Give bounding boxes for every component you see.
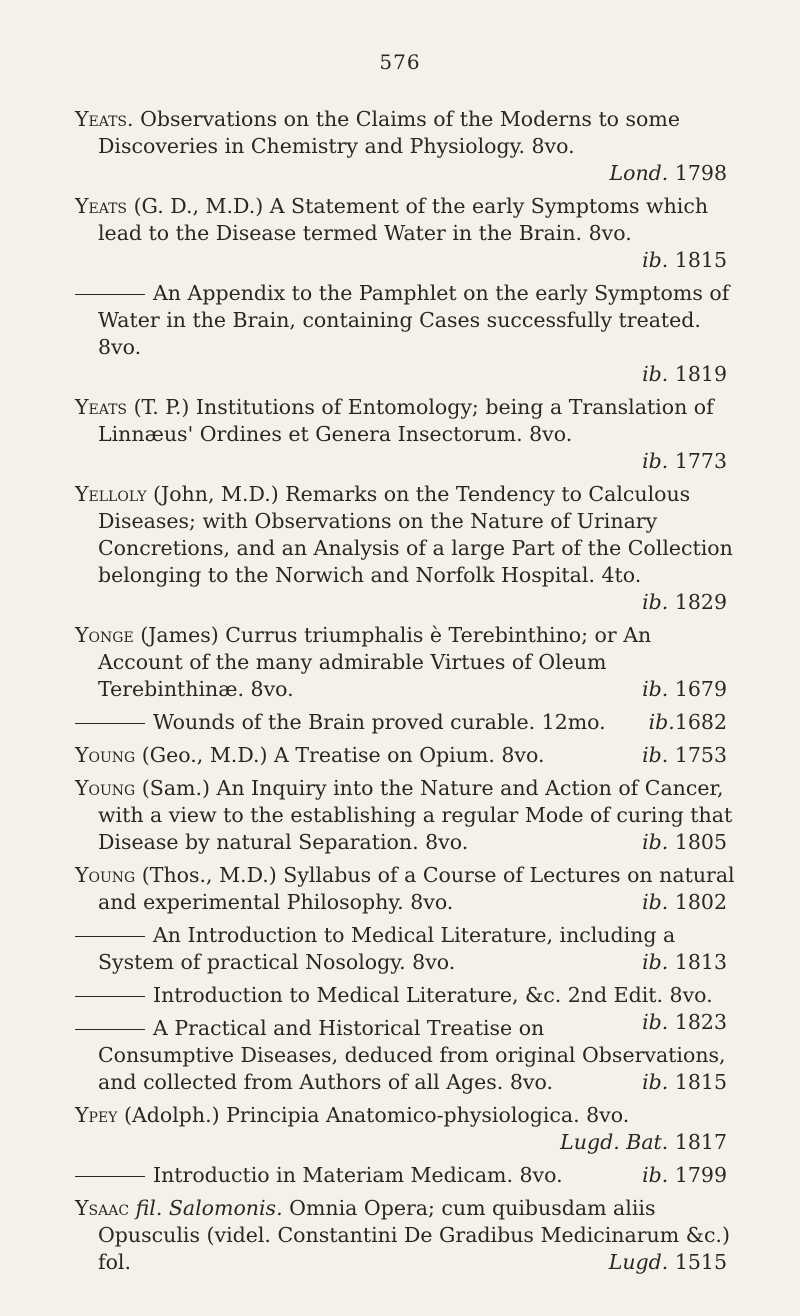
entry-place: ib.: [642, 1070, 669, 1094]
list-item: [75, 775, 735, 856]
entry-text: Omnia Opera; cum quibusdam aliis Opusculis (videl. Constantini De Gradibus Medicinarum &c.) fol.: [98, 1196, 730, 1274]
entry-year: 1802: [674, 890, 727, 914]
entry-place: ib.: [642, 1010, 669, 1034]
entry-place: Lugd. Bat.: [560, 1130, 669, 1154]
list-item: [75, 709, 735, 736]
list-item: [75, 622, 735, 703]
entry-text: (Geo., M.D.) A Treatise on Opium. 8vo.: [141, 743, 545, 767]
entry-imprint: [642, 829, 735, 856]
entry-text: Introductio in Materiam Medicam. 8vo.: [153, 1163, 563, 1187]
list-item: [75, 982, 735, 1034]
entry-imprint: [98, 1129, 735, 1156]
entry-place: ib.: [642, 830, 669, 854]
entry-year: 1813: [674, 950, 727, 974]
entry-text: An Appendix to the Pamphlet on the early Symptoms of Water in the Brain, containing Cases successfully treated. 8vo.: [98, 281, 730, 359]
entry-year: 1817: [674, 1130, 727, 1154]
entry-text: (Thos., M.D.) Syllabus of a Course of Lectures on natural and experimental Philosophy. 8vo.: [98, 863, 735, 914]
entry-author: Yeats: [75, 395, 128, 419]
entry-imprint: [98, 361, 735, 388]
entry-list: [75, 106, 735, 1282]
entry-text: Wounds of the Brain proved curable. 12mo.: [153, 710, 606, 734]
entry-year: 1682: [674, 710, 727, 734]
entry-author: Yeats: [75, 194, 128, 218]
ditto-dash: [75, 996, 145, 997]
list-item: [75, 1162, 735, 1189]
entry-year: 1805: [674, 830, 727, 854]
entry-year: 1799: [674, 1163, 727, 1187]
entry-author: Ysaac: [75, 1196, 130, 1220]
entry-text: (James) Currus triumphalis è Terebinthino; or An Account of the many admirable Virtues of Oleum Terebinthinæ. 8vo.: [98, 623, 652, 701]
entry-year: 1815: [674, 1070, 727, 1094]
entry-author: Young: [75, 776, 136, 800]
ditto-dash: [75, 723, 145, 724]
entry-year: 1815: [674, 248, 727, 272]
entry-imprint: [642, 1162, 735, 1189]
entry-year: 1753: [674, 743, 727, 767]
entry-year: 1829: [674, 590, 727, 614]
entry-author: Ypey: [75, 1103, 118, 1127]
entry-text: (Adolph.) Principia Anatomico-physiologica. 8vo.: [123, 1103, 630, 1127]
list-item: [75, 1102, 735, 1156]
entry-year: 1798: [674, 161, 727, 185]
list-item: [75, 922, 735, 976]
entry-place: Lugd.: [608, 1250, 669, 1274]
entry-place: ib.: [642, 449, 669, 473]
entry-imprint: [608, 1249, 735, 1276]
entry-author-suffix: fil. Salomonis.: [135, 1196, 283, 1220]
list-item: [75, 862, 735, 916]
entry-place: ib.: [642, 1163, 669, 1187]
list-item: [75, 742, 735, 769]
entry-place: ib.: [642, 590, 669, 614]
ditto-dash: [75, 936, 145, 937]
entry-place: ib.: [642, 890, 669, 914]
entry-author: Yeats.: [75, 107, 134, 131]
entry-text: An Introduction to Medical Literature, including a System of practical Nosology. 8vo.: [98, 923, 676, 974]
entry-imprint: [648, 709, 735, 736]
entry-imprint: [98, 589, 735, 616]
entry-place: ib.: [642, 248, 669, 272]
entry-year: 1823: [674, 1010, 727, 1034]
entry-imprint: [98, 247, 735, 274]
list-item: [75, 394, 735, 475]
entry-place: Lond.: [609, 161, 669, 185]
list-item: [75, 481, 735, 616]
entry-place: ib.: [642, 743, 669, 767]
entry-text: (Sam.) An Inquiry into the Nature and Action of Cancer, with a view to the establishing a regular Mode of curing that Disease by natural Separation. 8vo.: [98, 776, 733, 854]
entry-text: (John, M.D.) Remarks on the Tendency to Calculous Diseases; with Observations on the Nature of Urinary Concretions, and an Analysis of a large Part of the Collection belonging to the Norwich and Norfolk Hospital. 4to.: [98, 482, 733, 587]
entry-imprint: [642, 949, 735, 976]
entry-text: Observations on the Claims of the Moderns to some Discoveries in Chemistry and Physiology. 8vo.: [98, 107, 680, 158]
entry-imprint: [642, 676, 735, 703]
entry-place: ib.: [648, 710, 675, 734]
entry-author: Yelloly: [75, 482, 147, 506]
list-item: [75, 1195, 735, 1276]
page-number: 576: [379, 50, 421, 74]
entry-author: Young: [75, 863, 136, 887]
entry-author: Yonge: [75, 623, 134, 647]
ditto-dash: [75, 1029, 145, 1030]
list-item: [75, 193, 735, 274]
entry-imprint: [642, 742, 735, 769]
list-item: [75, 280, 735, 388]
entry-text: A Practical and Historical Treatise on Consumptive Diseases, deduced from original Observations, and collected from Authors of all Ages. 8vo.: [98, 1016, 726, 1094]
entry-year: 1679: [674, 677, 727, 701]
entry-place: ib.: [642, 950, 669, 974]
entry-imprint: [98, 448, 735, 475]
ditto-dash: [75, 294, 145, 295]
entry-imprint: [642, 1069, 735, 1096]
entry-imprint: [642, 1009, 735, 1036]
entry-imprint: [642, 889, 735, 916]
list-item: [75, 1015, 735, 1096]
entry-text: Introduction to Medical Literature, &c. 2nd Edit. 8vo.: [153, 983, 713, 1007]
list-item: [75, 106, 735, 187]
entry-text: (G. D., M.D.) A Statement of the early Symptoms which lead to the Disease termed Water in the Brain. 8vo.: [98, 194, 709, 245]
ditto-dash: [75, 1176, 145, 1177]
entry-imprint: [98, 160, 735, 187]
entry-year: 1773: [674, 449, 727, 473]
entry-author: Young: [75, 743, 136, 767]
entry-place: ib.: [642, 677, 669, 701]
entry-place: ib.: [642, 362, 669, 386]
entry-year: 1819: [674, 362, 727, 386]
entry-year: 1515: [674, 1250, 727, 1274]
entry-text: (T. P.) Institutions of Entomology; being a Translation of Linnæus' Ordines et Genera Insectorum. 8vo.: [98, 395, 714, 446]
